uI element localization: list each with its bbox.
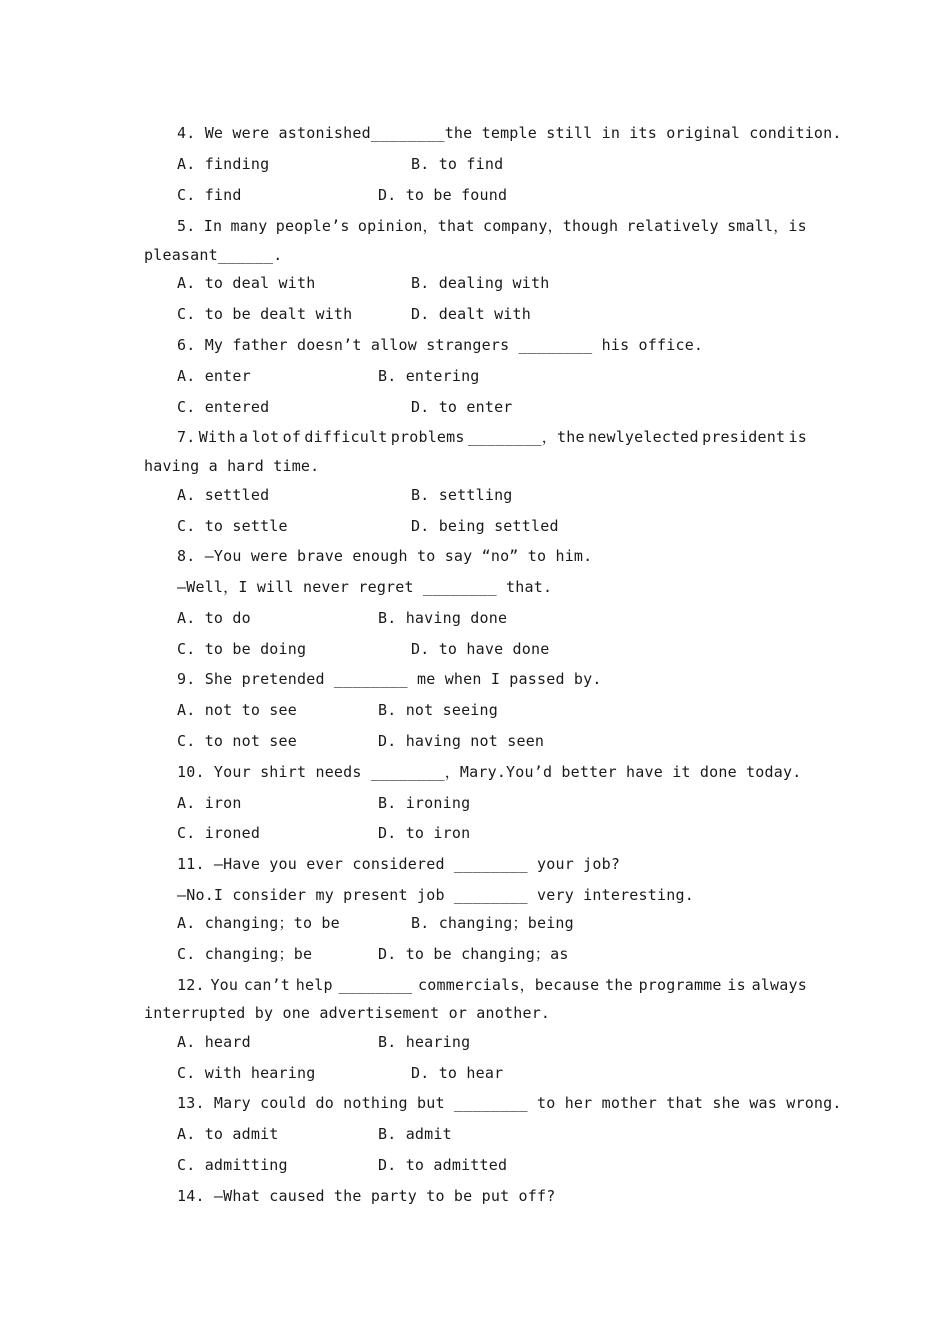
question-8-option-a: A. to do: [177, 609, 251, 627]
question-8-option-d: D. to have done: [411, 640, 550, 658]
q12-stem-word: can’t: [243, 976, 291, 994]
q5-stem-word: many: [230, 217, 268, 235]
q7-stem-word: 7.: [177, 428, 196, 446]
q7-stem-word: newlyelected: [588, 428, 699, 446]
question-12-option-c: C. with hearing: [177, 1064, 316, 1082]
question-11-option-d: D. to be changing；as: [378, 945, 569, 963]
q5-stem-word: opinion，that: [357, 217, 475, 235]
question-10-stem: 10. Your shirt needs ________，Mary.You’d better have it done today.: [177, 763, 802, 781]
question-13-stem: 13. Mary could do nothing but ________ to her mother that she was wrong.: [177, 1094, 842, 1112]
q12-stem-word: always: [751, 976, 807, 994]
question-5-option-c: C. to be dealt with: [177, 305, 353, 323]
q12-stem-word: 12.: [177, 976, 205, 994]
q12-stem-word: ________: [338, 976, 413, 994]
question-13-option-d: D. to admitted: [378, 1156, 508, 1174]
question-12-stem-continued: interrupted by one advertisement or another.: [144, 1004, 551, 1022]
question-10-option-c: C. ironed: [177, 824, 261, 842]
question-12-option-a: A. heard: [177, 1033, 251, 1051]
question-4-option-a: A. finding: [177, 155, 270, 173]
question-10-option-d: D. to iron: [378, 824, 471, 842]
question-12-stem: [177, 976, 807, 994]
question-5-stem: [177, 217, 807, 235]
q5-stem-word: small，is: [727, 217, 807, 235]
question-4-option-b: B. to find: [411, 155, 504, 173]
question-6-stem: 6. My father doesn’t allow strangers ________ his office.: [177, 336, 704, 354]
question-14-stem: 14. —What caused the party to be put off?: [177, 1187, 556, 1205]
question-4-stem: 4. We were astonished________the temple still in its original condition.: [177, 124, 842, 142]
q7-stem-word: is: [788, 428, 807, 446]
question-5-stem-continued: pleasant______.: [144, 246, 283, 264]
question-10-option-b: B. ironing: [378, 794, 471, 812]
question-5-option-d: D. dealt with: [411, 305, 531, 323]
question-4-option-d: D. to be found: [378, 186, 508, 204]
question-9-option-a: A. not to see: [177, 701, 297, 719]
question-5-option-a: A. to deal with: [177, 274, 316, 292]
question-7-stem: [177, 428, 807, 446]
q7-stem-word: of: [282, 428, 302, 446]
question-11-option-b: B. changing；being: [411, 914, 574, 932]
question-10-option-a: A. iron: [177, 794, 242, 812]
question-9-option-c: C. to not see: [177, 732, 297, 750]
question-11-stem: 11. —Have you ever considered ________ your job?: [177, 855, 621, 873]
question-6-option-a: A. enter: [177, 367, 251, 385]
question-8-option-c: C. to be doing: [177, 640, 307, 658]
question-8-stem-reply: —Well，I will never regret ________ that.: [177, 578, 553, 596]
q7-stem-word: difficult: [304, 428, 388, 446]
q5-stem-word: In: [203, 217, 223, 235]
question-12-option-b: B. hearing: [378, 1033, 471, 1051]
question-7-option-d: D. being settled: [411, 517, 559, 535]
q12-stem-word: programme: [638, 976, 722, 994]
q5-stem-word: 5.: [177, 217, 196, 235]
question-7-option-c: C. to settle: [177, 517, 288, 535]
q7-stem-word: With: [198, 428, 236, 446]
question-6-option-d: D. to enter: [411, 398, 513, 416]
q12-stem-word: help: [295, 976, 333, 994]
question-5-option-b: B. dealing with: [411, 274, 550, 292]
question-11-option-c: C. changing；be: [177, 945, 313, 963]
q7-stem-word: lot: [251, 428, 280, 446]
q7-stem-word: president: [702, 428, 786, 446]
question-4-option-c: C. find: [177, 186, 242, 204]
q5-stem-word: people’s: [275, 217, 350, 235]
question-9-stem: 9. She pretended ________ me when I passed by.: [177, 670, 602, 688]
question-8-stem: 8. —You were brave enough to say “no” to him.: [177, 547, 593, 565]
question-11-stem-reply: —No.I consider my present job ________ very interesting.: [177, 886, 694, 904]
q5-stem-word: company，though: [482, 217, 619, 235]
q7-stem-word: ________，the: [467, 428, 585, 446]
question-9-option-d: D. having not seen: [378, 732, 545, 750]
q7-stem-word: problems: [390, 428, 465, 446]
q7-stem-word: a: [239, 428, 249, 446]
q5-stem-word: relatively: [626, 217, 719, 235]
question-13-option-b: B. admit: [378, 1125, 452, 1143]
question-7-option-b: B. settling: [411, 486, 513, 504]
question-8-option-b: B. having done: [378, 609, 508, 627]
question-11-option-a: A. changing；to be: [177, 914, 340, 932]
q12-stem-word: commercials，because: [418, 976, 600, 994]
question-13-option-a: A. to admit: [177, 1125, 279, 1143]
q12-stem-word: the: [605, 976, 633, 994]
q12-stem-word: You: [210, 976, 239, 994]
q12-stem-word: is: [727, 976, 746, 994]
question-9-option-b: B. not seeing: [378, 701, 498, 719]
question-13-option-c: C. admitting: [177, 1156, 288, 1174]
question-7-stem-continued: having a hard time.: [144, 457, 320, 475]
question-6-option-b: B. entering: [378, 367, 480, 385]
question-12-option-d: D. to hear: [411, 1064, 504, 1082]
question-7-option-a: A. settled: [177, 486, 270, 504]
question-6-option-c: C. entered: [177, 398, 270, 416]
